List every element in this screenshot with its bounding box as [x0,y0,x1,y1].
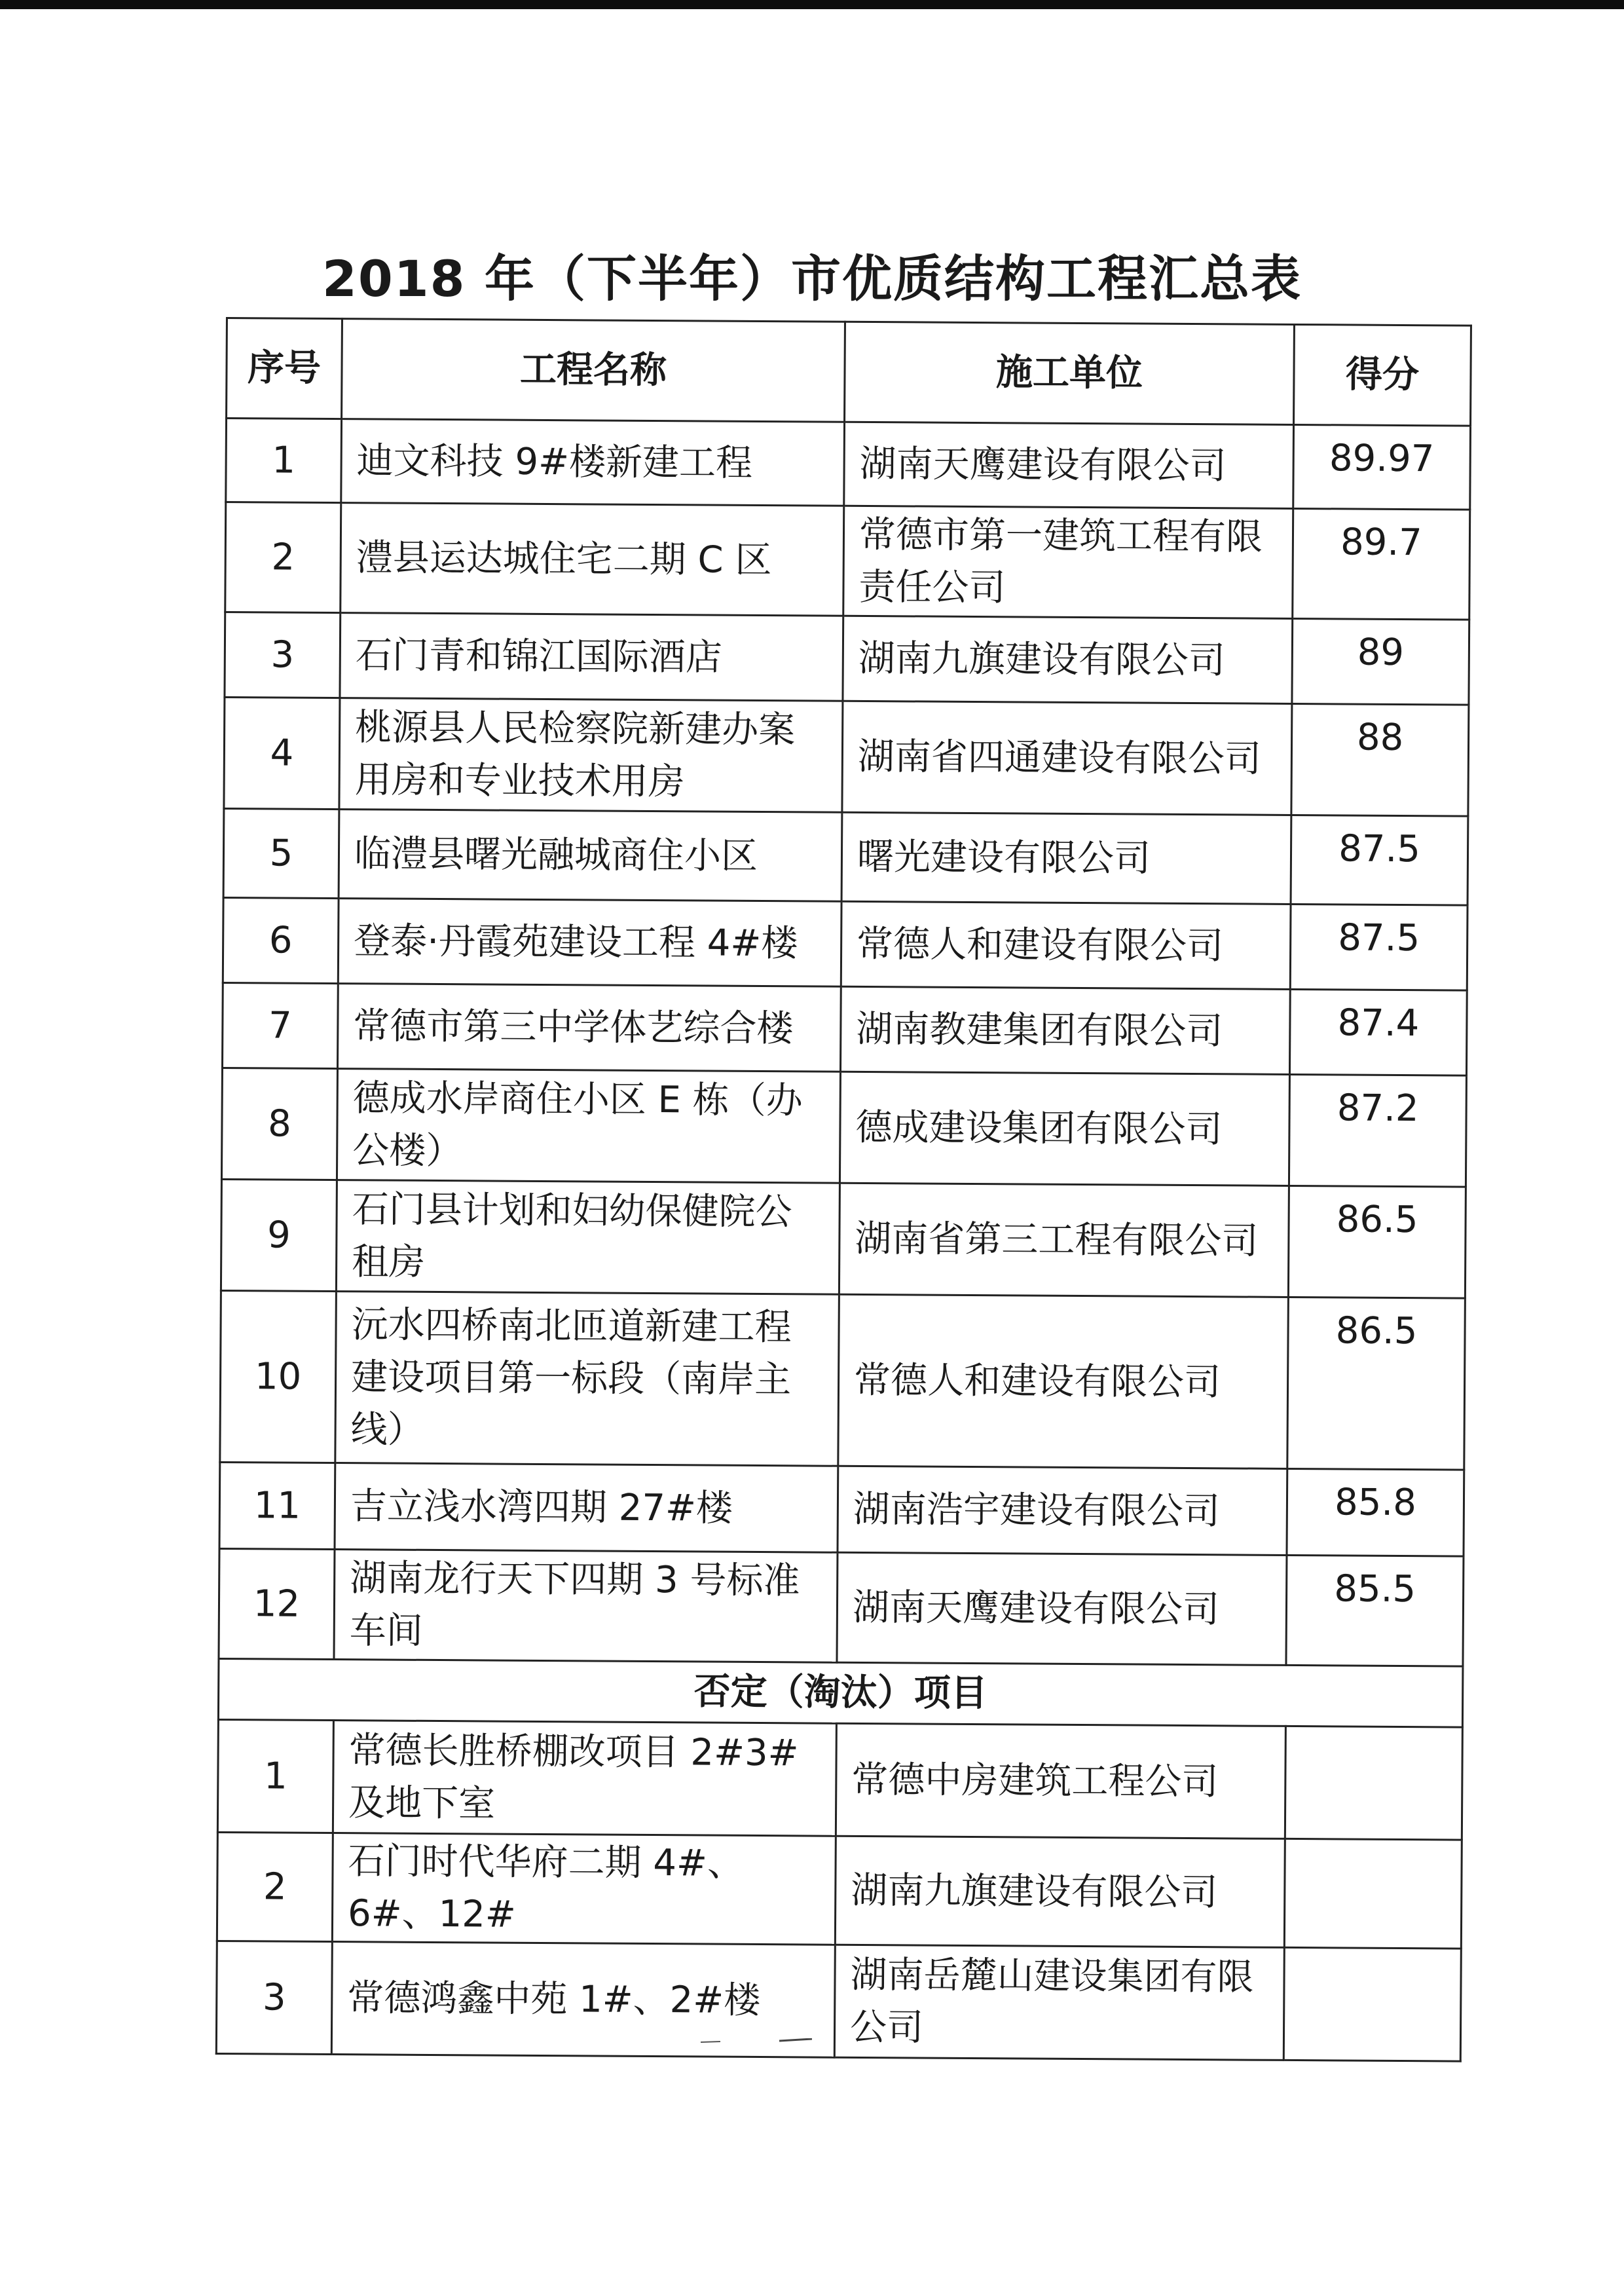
header-index: 序号 [227,318,342,419]
project-name: 常德鸿鑫中苑 1#、2#楼 [331,1942,835,2058]
project-name: 湖南龙行天下四期 3 号标准车间 [334,1550,838,1663]
table-row [216,1941,1461,2061]
row-index: 4 [224,697,340,809]
project-name: 迪文科技 9#楼新建工程 [341,419,845,506]
contractor-name: 常德人和建设有限公司 [841,901,1291,989]
contractor-name: 德成建设集团有限公司 [840,1072,1289,1185]
row-index: 2 [225,502,341,613]
table-row [220,1290,1466,1470]
table-row [226,419,1471,510]
contractor-name: 湖南九旗建设有限公司 [843,616,1293,703]
table-row [221,1179,1466,1298]
contractor-name: 湖南天鹰建设有限公司 [844,422,1294,508]
score: 89 [1292,618,1469,705]
contractor-name: 湖南省四通建设有限公司 [842,701,1292,815]
project-name: 常德长胜桥棚改项目 2#3#及地下室 [333,1721,836,1837]
project-name: 石门时代华府二期 4#、6#、12# [332,1833,836,1945]
project-name: 澧县运达城住宅二期 C 区 [341,503,844,616]
contractor-name: 曙光建设有限公司 [841,812,1291,904]
header-name: 工程名称 [342,319,845,422]
contractor-name: 湖南岳麓山建设集团有限公司 [834,1945,1284,2060]
score: 87.4 [1289,989,1467,1075]
score: 86.5 [1288,1185,1466,1298]
contractor-name: 湖南省第三工程有限公司 [839,1183,1289,1297]
header-score: 得分 [1294,324,1471,426]
row-index: 10 [220,1290,337,1463]
contractor-name: 常德中房建筑工程公司 [836,1723,1285,1838]
project-name: 登泰·丹霞苑建设工程 4#楼 [338,899,841,987]
score: 89.7 [1293,508,1470,620]
table-row [223,808,1468,905]
table-row [222,982,1467,1075]
project-name: 临澧县曙光融城商住小区 [339,810,842,902]
row-index: 11 [219,1462,335,1549]
project-name: 石门青和锦江国际酒店 [340,613,843,701]
score [1284,1838,1462,1949]
score: 87.2 [1289,1074,1466,1187]
row-index: 12 [219,1548,335,1659]
page-title: 2018 年（下半年）市优质结构工程汇总表 [322,250,1302,308]
table-row [219,1548,1464,1666]
row-index: 8 [221,1068,337,1180]
table-row [219,1462,1464,1556]
score: 85.5 [1286,1555,1464,1666]
contractor-name: 湖南九旗建设有限公司 [835,1836,1285,1947]
table-row [225,502,1470,620]
summary-table [215,317,1472,2062]
contractor-name: 湖南浩宇建设有限公司 [838,1466,1287,1555]
project-name: 石门县计划和妇幼保健院公租房 [336,1180,840,1295]
score [1285,1726,1462,1840]
project-name: 桃源县人民检察院新建办案用房和专业技术用房 [339,698,843,813]
rejected-section-heading: 否定（淘汰）项目 [218,1658,1463,1727]
row-index: 7 [222,982,338,1068]
row-index: 1 [226,419,342,503]
score: 87.5 [1290,904,1467,990]
contractor-name: 常德人和建设有限公司 [838,1294,1289,1468]
section-heading-row [218,1658,1463,1727]
score: 89.97 [1293,424,1471,510]
project-name: 常德市第三中学体艺综合楼 [337,984,841,1072]
score: 88 [1291,703,1469,816]
row-index: 1 [217,1719,333,1833]
table-row [224,697,1469,816]
scan-stray-mark [701,2038,812,2043]
table-header-row [227,318,1471,426]
table-row [225,612,1469,705]
contractor-name: 常德市第一建筑工程有限责任公司 [843,506,1293,618]
contractor-name: 湖南天鹰建设有限公司 [837,1552,1287,1665]
score: 87.5 [1291,815,1468,905]
scan-border [0,0,1624,9]
row-index: 6 [223,897,339,983]
header-unit: 施工单位 [845,322,1295,424]
row-index: 5 [223,808,339,898]
score [1283,1947,1461,2061]
project-name: 德成水岸商住小区 E 栋（办公楼） [337,1069,840,1184]
project-name: 吉立浅水湾四期 27#楼 [335,1463,838,1553]
row-index: 3 [225,612,341,698]
score: 85.8 [1287,1468,1464,1556]
row-index: 2 [217,1832,333,1941]
row-index: 9 [221,1179,337,1291]
table-row [221,1068,1466,1187]
table-row [217,1832,1462,1949]
project-name: 沅水四桥南北匝道新建工程建设项目第一标段（南岸主线） [335,1292,840,1466]
table-row [223,897,1467,990]
table-row [217,1719,1462,1840]
contractor-name: 湖南教建集团有限公司 [840,986,1290,1074]
row-index: 3 [216,1941,332,2054]
score: 86.5 [1287,1297,1466,1470]
